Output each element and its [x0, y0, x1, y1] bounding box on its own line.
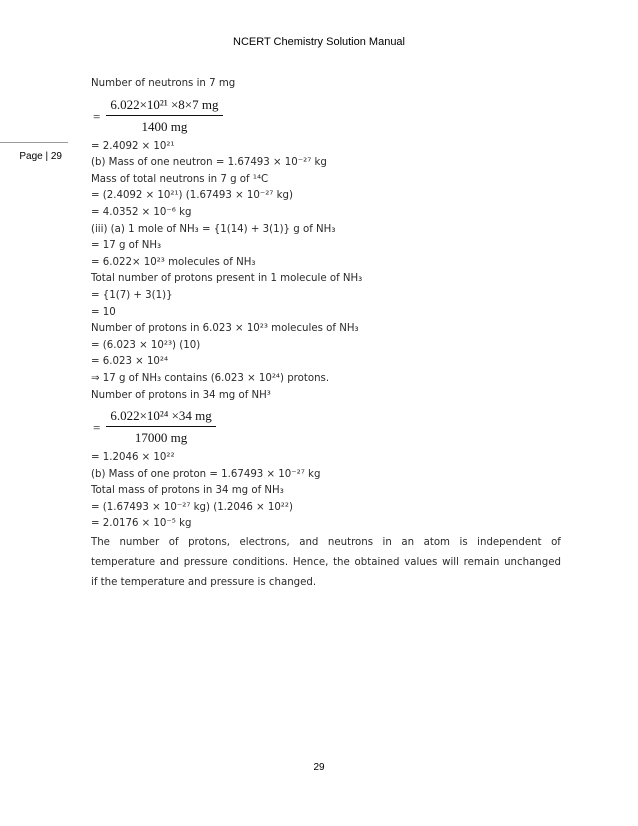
paragraph-word: in [382, 537, 392, 549]
solution-line: Total number of protons present in 1 molecule of NH₃ [91, 273, 363, 285]
paragraph-word: of [168, 537, 179, 549]
solution-line: = 4.0352 × 10⁻⁶ kg [91, 206, 192, 218]
paragraph-word: the [333, 557, 350, 569]
solution-line: = 10 [91, 306, 116, 318]
solution-line: (b) Mass of one neutron = 1.67493 × 10⁻²⁷ kg [91, 157, 327, 169]
page-label [0, 142, 68, 162]
solution-line: = 6.022× 10²³ molecules of NH₃ [91, 256, 256, 268]
fraction [106, 408, 215, 446]
solution-line: Mass of total neutrons in 7 g of ¹⁴C [91, 173, 269, 185]
document-header: NCERT Chemistry Solution Manual [233, 36, 405, 48]
paragraph-word: will [442, 557, 459, 569]
paragraph-word: protons, [188, 537, 230, 549]
solution-line: = (2.4092 × 10²¹) (1.67493 × 10⁻²⁷ kg) [91, 190, 293, 202]
fraction-formula-protons [93, 404, 561, 450]
paragraph-word: obtained [354, 557, 400, 569]
solution-line: Number of protons in 34 mg of NH³ [91, 389, 271, 401]
solution-line: = 17 g of NH₃ [91, 240, 162, 252]
conclusion-paragraph [91, 533, 561, 593]
paragraph-word: pressure [183, 557, 228, 569]
solution-line: Total mass of protons in 34 mg of NH₃ [91, 485, 284, 497]
paragraph-word: of [551, 537, 561, 549]
fraction-denominator: 1400 mg [141, 118, 188, 134]
fraction-numerator: 6.022×10²¹ ×8×7 mg [106, 97, 222, 116]
solution-line: (iii) (a) 1 mole of NH₃ = {1(14) + 3(1)} g of NH₃ [91, 223, 336, 235]
paragraph-line [91, 533, 561, 553]
paragraph-word: and [159, 557, 179, 569]
solution-line: = (6.023 × 10²³) (10) [91, 339, 201, 351]
paragraph-word: an [401, 537, 415, 549]
paragraph-word: atom [423, 537, 450, 549]
equals-sign: = [93, 420, 101, 436]
paragraph-word: The [91, 537, 110, 549]
paragraph-line [91, 553, 561, 573]
solution-body [91, 76, 561, 593]
fraction [106, 97, 222, 135]
fraction-formula-neutrons [93, 93, 561, 139]
solution-line: = (1.67493 × 10⁻²⁷ kg) (1.2046 × 10²²) [91, 501, 293, 513]
solution-line: = 1.2046 × 10²² [91, 452, 175, 464]
fraction-denominator: 17000 mg [134, 430, 188, 446]
paragraph-word: remain [463, 557, 500, 569]
paragraph-word: independent [477, 537, 542, 549]
paragraph-word: neutrons [327, 537, 374, 549]
solution-line: (b) Mass of one proton = 1.67493 × 10⁻²⁷ kg [91, 468, 321, 480]
solution-line: Number of neutrons in 7 mg [91, 78, 236, 89]
paragraph-word: Hence, [292, 557, 329, 569]
paragraph-word: conditions. [232, 557, 289, 569]
fraction-numerator: 6.022×10²⁴ ×34 mg [106, 408, 215, 427]
paragraph-word: and [299, 537, 319, 549]
page-number: 29 [313, 762, 325, 773]
equals-sign: = [93, 108, 101, 124]
solution-line: = 2.0176 × 10⁻⁵ kg [91, 518, 192, 530]
solution-line: = 2.4092 × 10²¹ [91, 140, 175, 152]
paragraph-word: is [459, 537, 468, 549]
paragraph-line: if the temperature and pressure is changed. [91, 577, 317, 589]
page-label-text: Page | 29 [19, 151, 62, 162]
solution-line: ⇒ 17 g of NH₃ contains (6.023 × 10²⁴) protons. [91, 372, 330, 384]
paragraph-word: unchanged [504, 557, 561, 569]
solution-line: = {1(7) + 3(1)} [91, 289, 173, 301]
solution-line: Number of protons in 6.023 × 10²³ molecules of NH₃ [91, 323, 359, 335]
paragraph-word: temperature [91, 557, 156, 569]
paragraph-word: electrons, [239, 537, 290, 549]
paragraph-word: values [404, 557, 438, 569]
solution-line: = 6.023 × 10²⁴ [91, 356, 169, 368]
paragraph-word: number [119, 537, 160, 549]
